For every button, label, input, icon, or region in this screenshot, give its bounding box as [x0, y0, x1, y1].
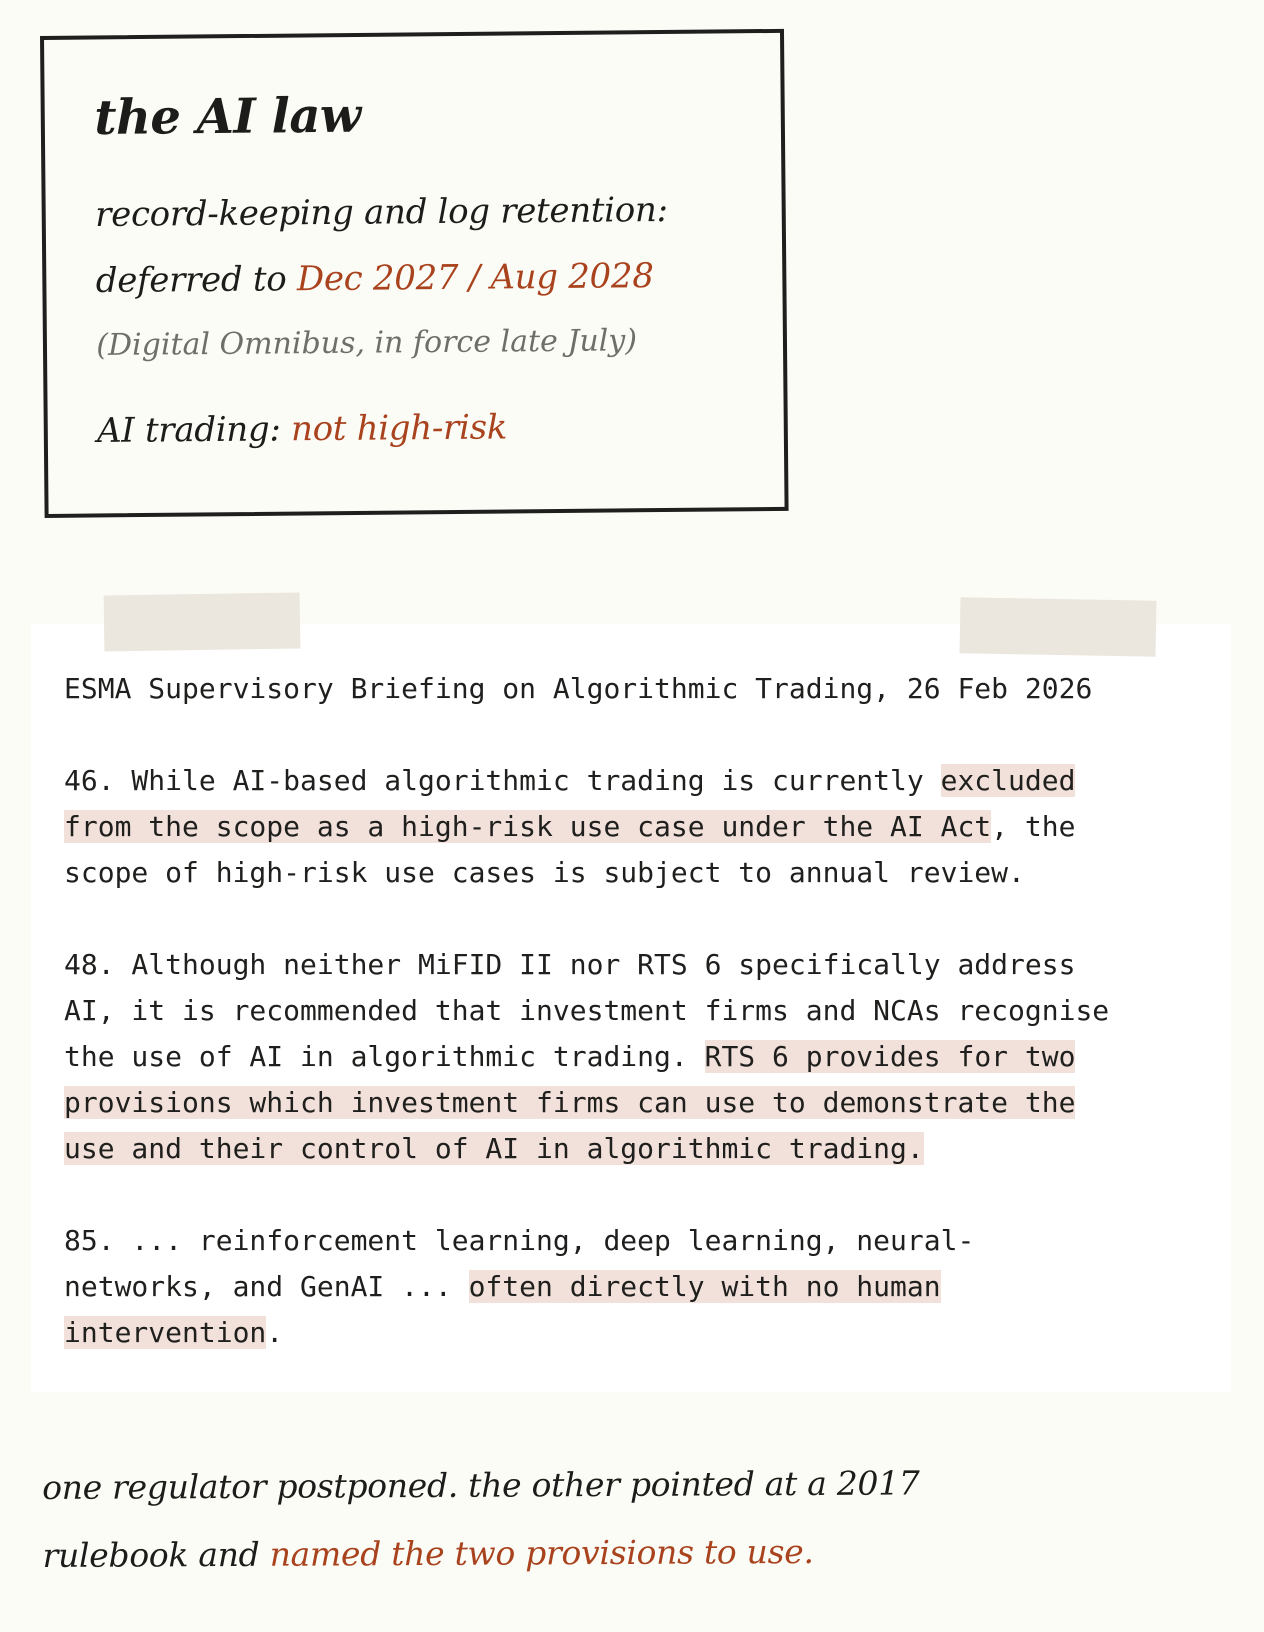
omnibus-note: (Digital Omnibus, in force late July) — [96, 323, 638, 363]
highlight: from the scope as a high-risk use case under the AI Act — [64, 810, 992, 843]
paragraph-85-line-3: intervention. — [64, 1316, 284, 1349]
highlight: use and their control of AI in algorithmic trading. — [64, 1132, 924, 1165]
paragraph-48-line-5 — [64, 1126, 1214, 1172]
trading-value: not high-risk — [290, 407, 508, 450]
footer-line-1: one regulator postponed. the other pointed at a 2017 — [42, 1463, 920, 1507]
paragraph-85-line-2: networks, and GenAI ... often directly with no human — [64, 1270, 941, 1303]
trading-label: AI trading: — [96, 409, 292, 451]
deferred-line — [95, 243, 668, 314]
law-title: the AI law — [94, 87, 361, 146]
record-keeping-label: record-keeping and log retention: — [95, 189, 668, 235]
law-summary-content — [94, 73, 670, 464]
highlight: provisions which investment firms can use to demonstrate the — [64, 1086, 1076, 1119]
highlight: often directly with no human — [468, 1270, 941, 1303]
footer-commentary — [42, 1449, 920, 1590]
briefing-excerpt — [64, 666, 1214, 1356]
paragraph-48-line-1: 48. Although neither MiFID II nor RTS 6 specifically address — [64, 948, 1076, 981]
paragraph-48-line-2: AI, it is recommended that investment firms and NCAs recognise — [64, 994, 1110, 1027]
deferred-prefix: deferred to — [95, 259, 298, 301]
trading-line — [97, 393, 670, 464]
briefing-heading: ESMA Supervisory Briefing on Algorithmic Trading, 26 Feb 2026 — [64, 672, 1093, 705]
paragraph-46-line-2: from the scope as a high-risk use case under the AI Act, the — [64, 810, 1076, 843]
footer-accent: named the two provisions to use. — [269, 1531, 814, 1574]
paragraph-46-line-1: 46. While AI-based algorithmic trading is currently excluded — [64, 764, 1076, 797]
deferred-dates: Dec 2027 / Aug 2028 — [296, 256, 654, 300]
paragraph-46-line-3: scope of high-risk use cases is subject to annual review. — [64, 856, 1025, 889]
highlight: intervention — [64, 1316, 267, 1349]
paragraph-85-line-1: 85. ... reinforcement learning, deep learning, neural- — [64, 1224, 975, 1257]
footer-line-2: rulebook and named the two provisions to use. — [42, 1531, 814, 1575]
tape-strip-left — [104, 592, 301, 651]
tape-strip-right — [960, 597, 1157, 656]
paragraph-48-line-4 — [64, 1080, 1214, 1126]
highlight: RTS 6 provides for two — [704, 1040, 1076, 1073]
highlight: excluded — [940, 764, 1076, 797]
paragraph-48-line-3: the use of AI in algorithmic trading. RTS 6 provides for two — [64, 1040, 1076, 1073]
